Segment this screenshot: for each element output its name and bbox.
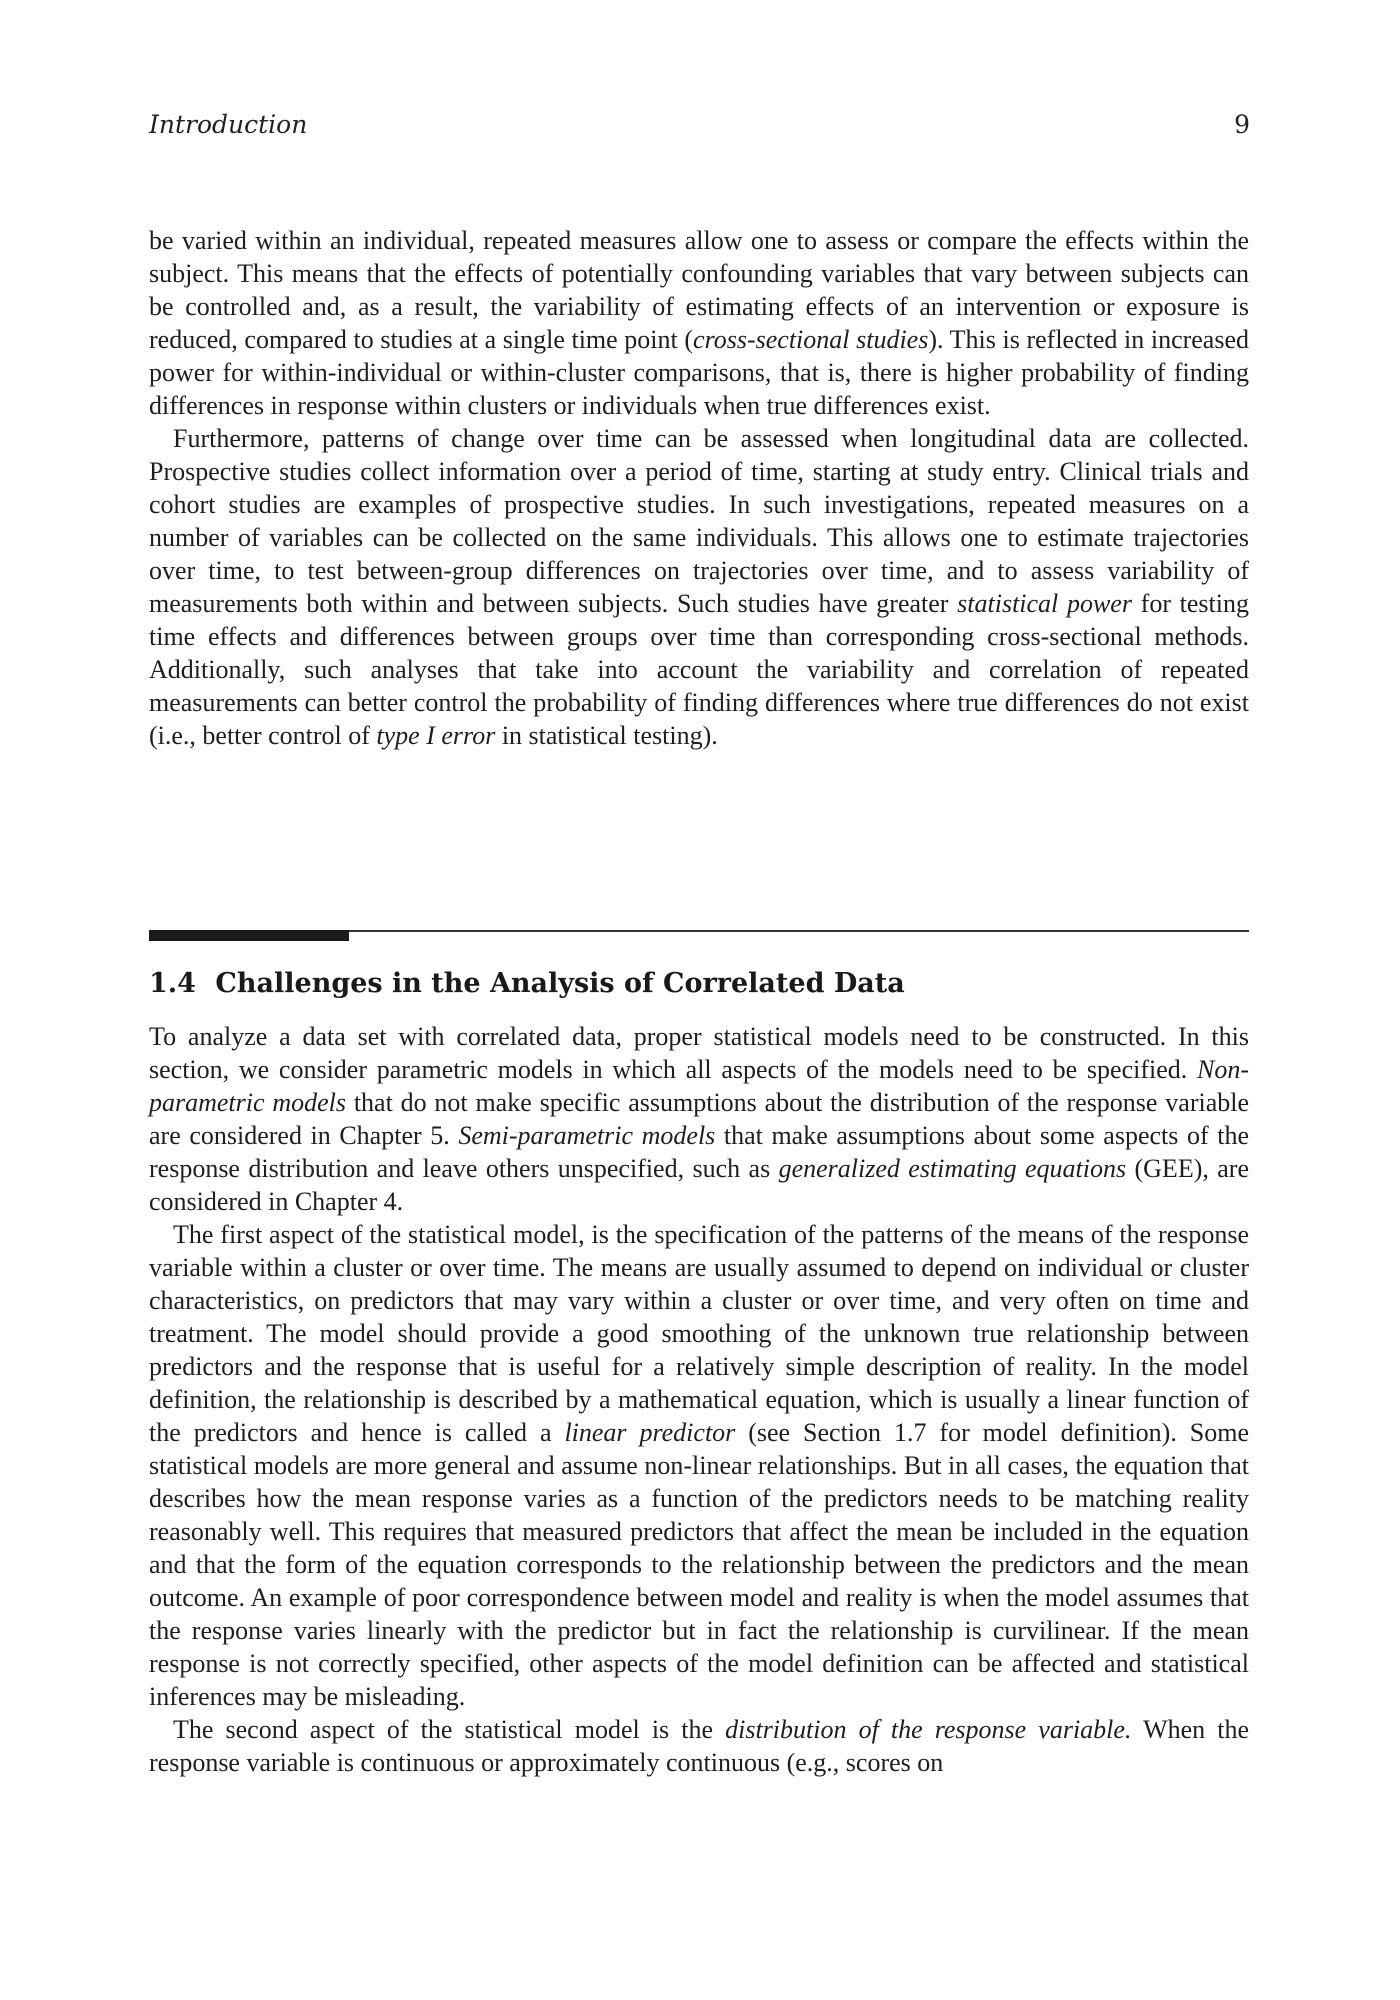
- section-number: 1.4: [149, 968, 196, 999]
- text-run: Furthermore, patterns of change over time can be assessed when longitudinal data are collected. Prospective studies collect information over a period of time, starting at study entry. Clinical trials and cohort studies are examples of prospective studies. In such investigations, repeated measures on a number of variables can be collected on the same individuals. This allows one to estimate trajectories over time, to test between-group differences on trajectories over time, and to assess variability of measurements both within and between subjects. Such studies have greater: [149, 424, 1249, 618]
- italic-term: generalized estimating equations: [778, 1154, 1127, 1183]
- text-run: When the response variable is continuous or approximately continuous (e.g., scores on: [149, 1715, 1250, 1777]
- text-run: ). This is reflected in increased power for within-individual or within-cluster comparisons, that is, there is higher probability of finding differences in response within clusters or individuals when true differences exist.: [149, 325, 1250, 420]
- italic-term: Semi-parametric models: [458, 1121, 716, 1150]
- section-title: Challenges in the Analysis of Correlated Data: [215, 968, 905, 999]
- text-run: that make assumptions about some aspects of the response distribution and leave others unspecified, such as: [149, 1121, 1249, 1183]
- text-run: for testing time effects and differences between groups over time than corresponding cross-sectional methods. Additionally, such analyses that take into account the variability and correlation of repeated measurements can better control the probability of finding differences where true differences do not exist (i.e., better control of: [149, 589, 1249, 750]
- italic-term: cross-sectional studies: [693, 325, 929, 354]
- body-text-top: [149, 224, 1249, 752]
- text-run: in statistical testing).: [495, 721, 718, 750]
- italic-term: type I error: [376, 721, 496, 750]
- paragraph: [149, 1218, 1249, 1713]
- text-run: that do not make specific assumptions about the distribution of the response variable are considered in Chapter 5.: [149, 1088, 1250, 1150]
- paragraph: [149, 1020, 1249, 1218]
- text-run: (see Section 1.7 for model definition). Some statistical models are more general and assume non-linear relationships. But in all cases, the equation that describes how the mean response varies as a function of the predictors needs to be matching reality reasonably well. This requires that measured predictors that affect the mean be included in the equation and that the form of the equation corresponds to the relationship between the predictors and the mean outcome. An example of poor correspondence between model and reality is when the model assumes that the response varies linearly with the predictor but in fact the relationship is curvilinear. If the mean response is not correctly specified, other aspects of the model definition can be affected and statistical inferences may be misleading.: [149, 1418, 1250, 1711]
- paragraph: [149, 224, 1249, 422]
- text-run: be varied within an individual, repeated measures allow one to assess or compare the effects within the subject. This means that the effects of potentially confounding variables that vary between subjects can be controlled and, as a result, the variability of estimating effects of an intervention or exposure is reduced, compared to studies at a single time point (: [149, 226, 1249, 354]
- italic-term: linear predictor: [564, 1418, 736, 1447]
- text-run: The first aspect of the statistical model, is the specification of the patterns of the means of the response variable within a cluster or over time. The means are usually assumed to depend on individual or cluster characteristics, on predictors that may vary within a cluster or over time, and very often on time and treatment. The model should provide a good smoothing of the unknown true relationship between predictors and the response that is useful for a relatively simple description of reality. In the model definition, the relationship is described by a mathematical equation, which is usually a linear function of the predictors and hence is called a: [149, 1220, 1249, 1447]
- paragraph: [149, 1713, 1249, 1779]
- text-run: To analyze a data set with correlated data, proper statistical models need to be constructed. In this section, we consider parametric models in which all aspects of the models need to be specified.: [149, 1022, 1249, 1084]
- section-rule-accent: [149, 930, 349, 941]
- body-text-bottom: [149, 1020, 1249, 1779]
- section-heading: [149, 968, 905, 999]
- running-head: Introduction: [149, 110, 308, 139]
- text-run: (GEE), are considered in Chapter 4.: [149, 1154, 1249, 1216]
- paragraph: [149, 422, 1249, 752]
- italic-term: Non-parametric models: [149, 1055, 1249, 1117]
- italic-term: distribution of the response variable.: [725, 1715, 1132, 1744]
- text-run: The second aspect of the statistical model is the: [173, 1715, 726, 1744]
- page-number: 9: [1234, 110, 1250, 139]
- italic-term: statistical power: [957, 589, 1132, 618]
